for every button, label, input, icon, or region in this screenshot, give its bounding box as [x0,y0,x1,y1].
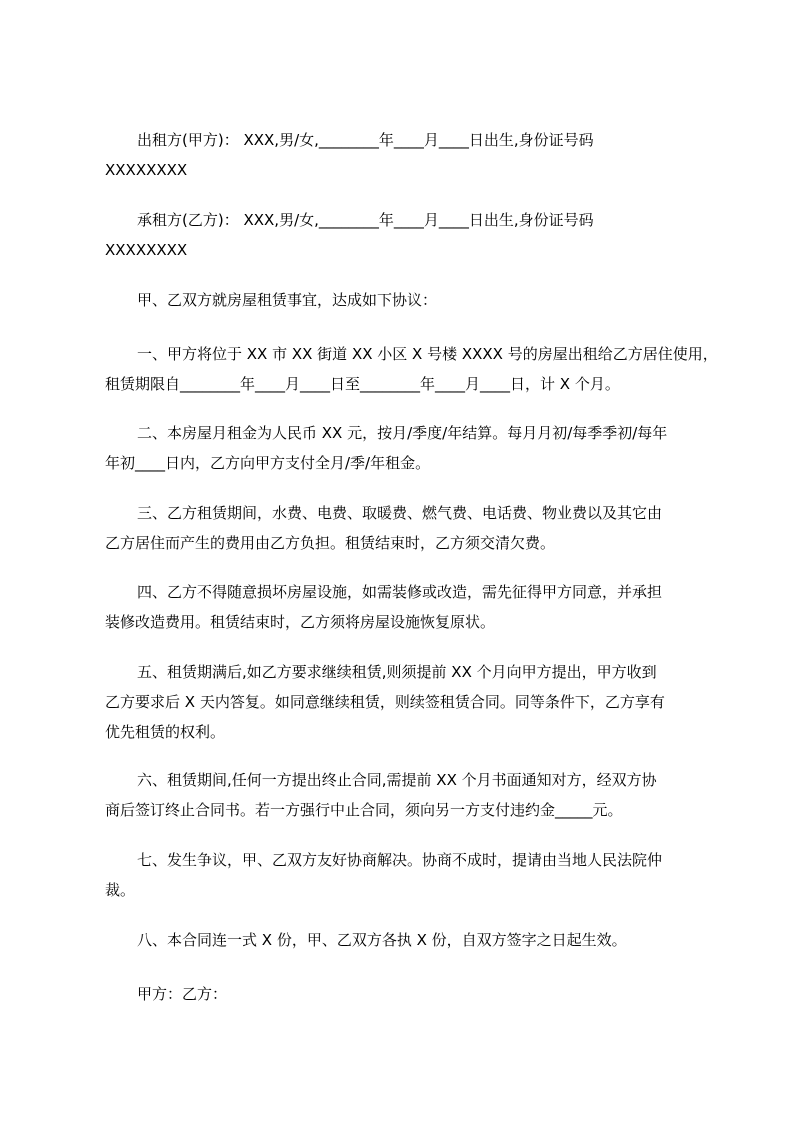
clause-5-line-1: 五、租赁期满后,如乙方要求继续租赁,则须提前 XX 个月向甲方提出，甲方收到 [137,663,657,681]
clause-6-paragraph [105,765,715,825]
clause-8-paragraph [105,925,715,955]
clause-3-line-2: 乙方居住而产生的费用由乙方负担。租赁结束时，乙方须交清欠费。 [105,534,556,552]
intro-paragraph [105,285,715,315]
clause-7-paragraph [105,845,715,905]
signatures-line-1: 甲方：乙方： [137,985,228,1003]
clause-8-line-1: 八、本合同连一式 X 份，甲、乙双方各执 X 份，自双方签字之日起生效。 [137,931,627,949]
clause-2-paragraph [105,418,715,478]
lessee-paragraph [105,205,715,265]
clause-3-line-1: 三、乙方租赁期间，水费、电费、取暖费、燃气费、电话费、物业费以及其它由 [137,504,663,522]
clause-4-paragraph [105,577,715,637]
clause-5-line-3: 优先租赁的权利。 [105,723,226,741]
clause-1-line-2: 租赁期限自________年____月____日至________年____月____日，计 X 个月。 [105,375,620,393]
clause-7-line-2: 裁。 [105,881,136,899]
signatures-paragraph [105,979,715,1009]
clause-6-line-2: 商后签订终止合同书。若一方强行中止合同，须向另一方支付违约金_____元。 [105,801,623,819]
intro-line-1: 甲、乙双方就房屋租赁事宜，达成如下协议： [137,291,438,309]
clause-1-paragraph [105,339,718,399]
clause-3-paragraph [105,498,715,558]
clause-4-line-2: 装修改造费用。租赁结束时，乙方须将房屋设施恢复原状。 [105,613,496,631]
lessor-line-2: XXXXXXXX [105,161,188,179]
clause-2-line-2: 年初____日内，乙方向甲方支付全月/季/年租金。 [105,454,431,472]
lessor-paragraph [105,125,715,185]
lessee-line-1: 承租方(乙方)： XXX,男/女,________年____月____日出生,身份证号码 [137,211,594,229]
clause-5-paragraph [105,657,715,747]
clause-1-line-1: 一、甲方将位于 XX 市 XX 街道 XX 小区 X 号楼 XXXX 号的房屋出租给乙方居住使用， [137,345,718,363]
lessor-line-1: 出租方(甲方)： XXX,男/女,________年____月____日出生,身份证号码 [137,131,594,149]
clause-7-line-1: 七、发生争议，甲、乙双方友好协商解决。协商不成时，提请由当地人民法院仲 [137,851,663,869]
clause-4-line-1: 四、乙方不得随意损坏房屋设施，如需装修或改造，需先征得甲方同意，并承担 [137,583,663,601]
lessee-line-2: XXXXXXXX [105,241,188,259]
clause-5-line-2: 乙方要求后 X 天内答复。如同意继续租赁，则续签租赁合同。同等条件下，乙方享有 [105,693,665,711]
clause-6-line-1: 六、租赁期间,任何一方提出终止合同,需提前 XX 个月书面通知对方，经双方协 [137,771,657,789]
clause-2-line-1: 二、本房屋月租金为人民币 XX 元，按月/季度/年结算。每月月初/每季季初/每年 [137,424,668,442]
